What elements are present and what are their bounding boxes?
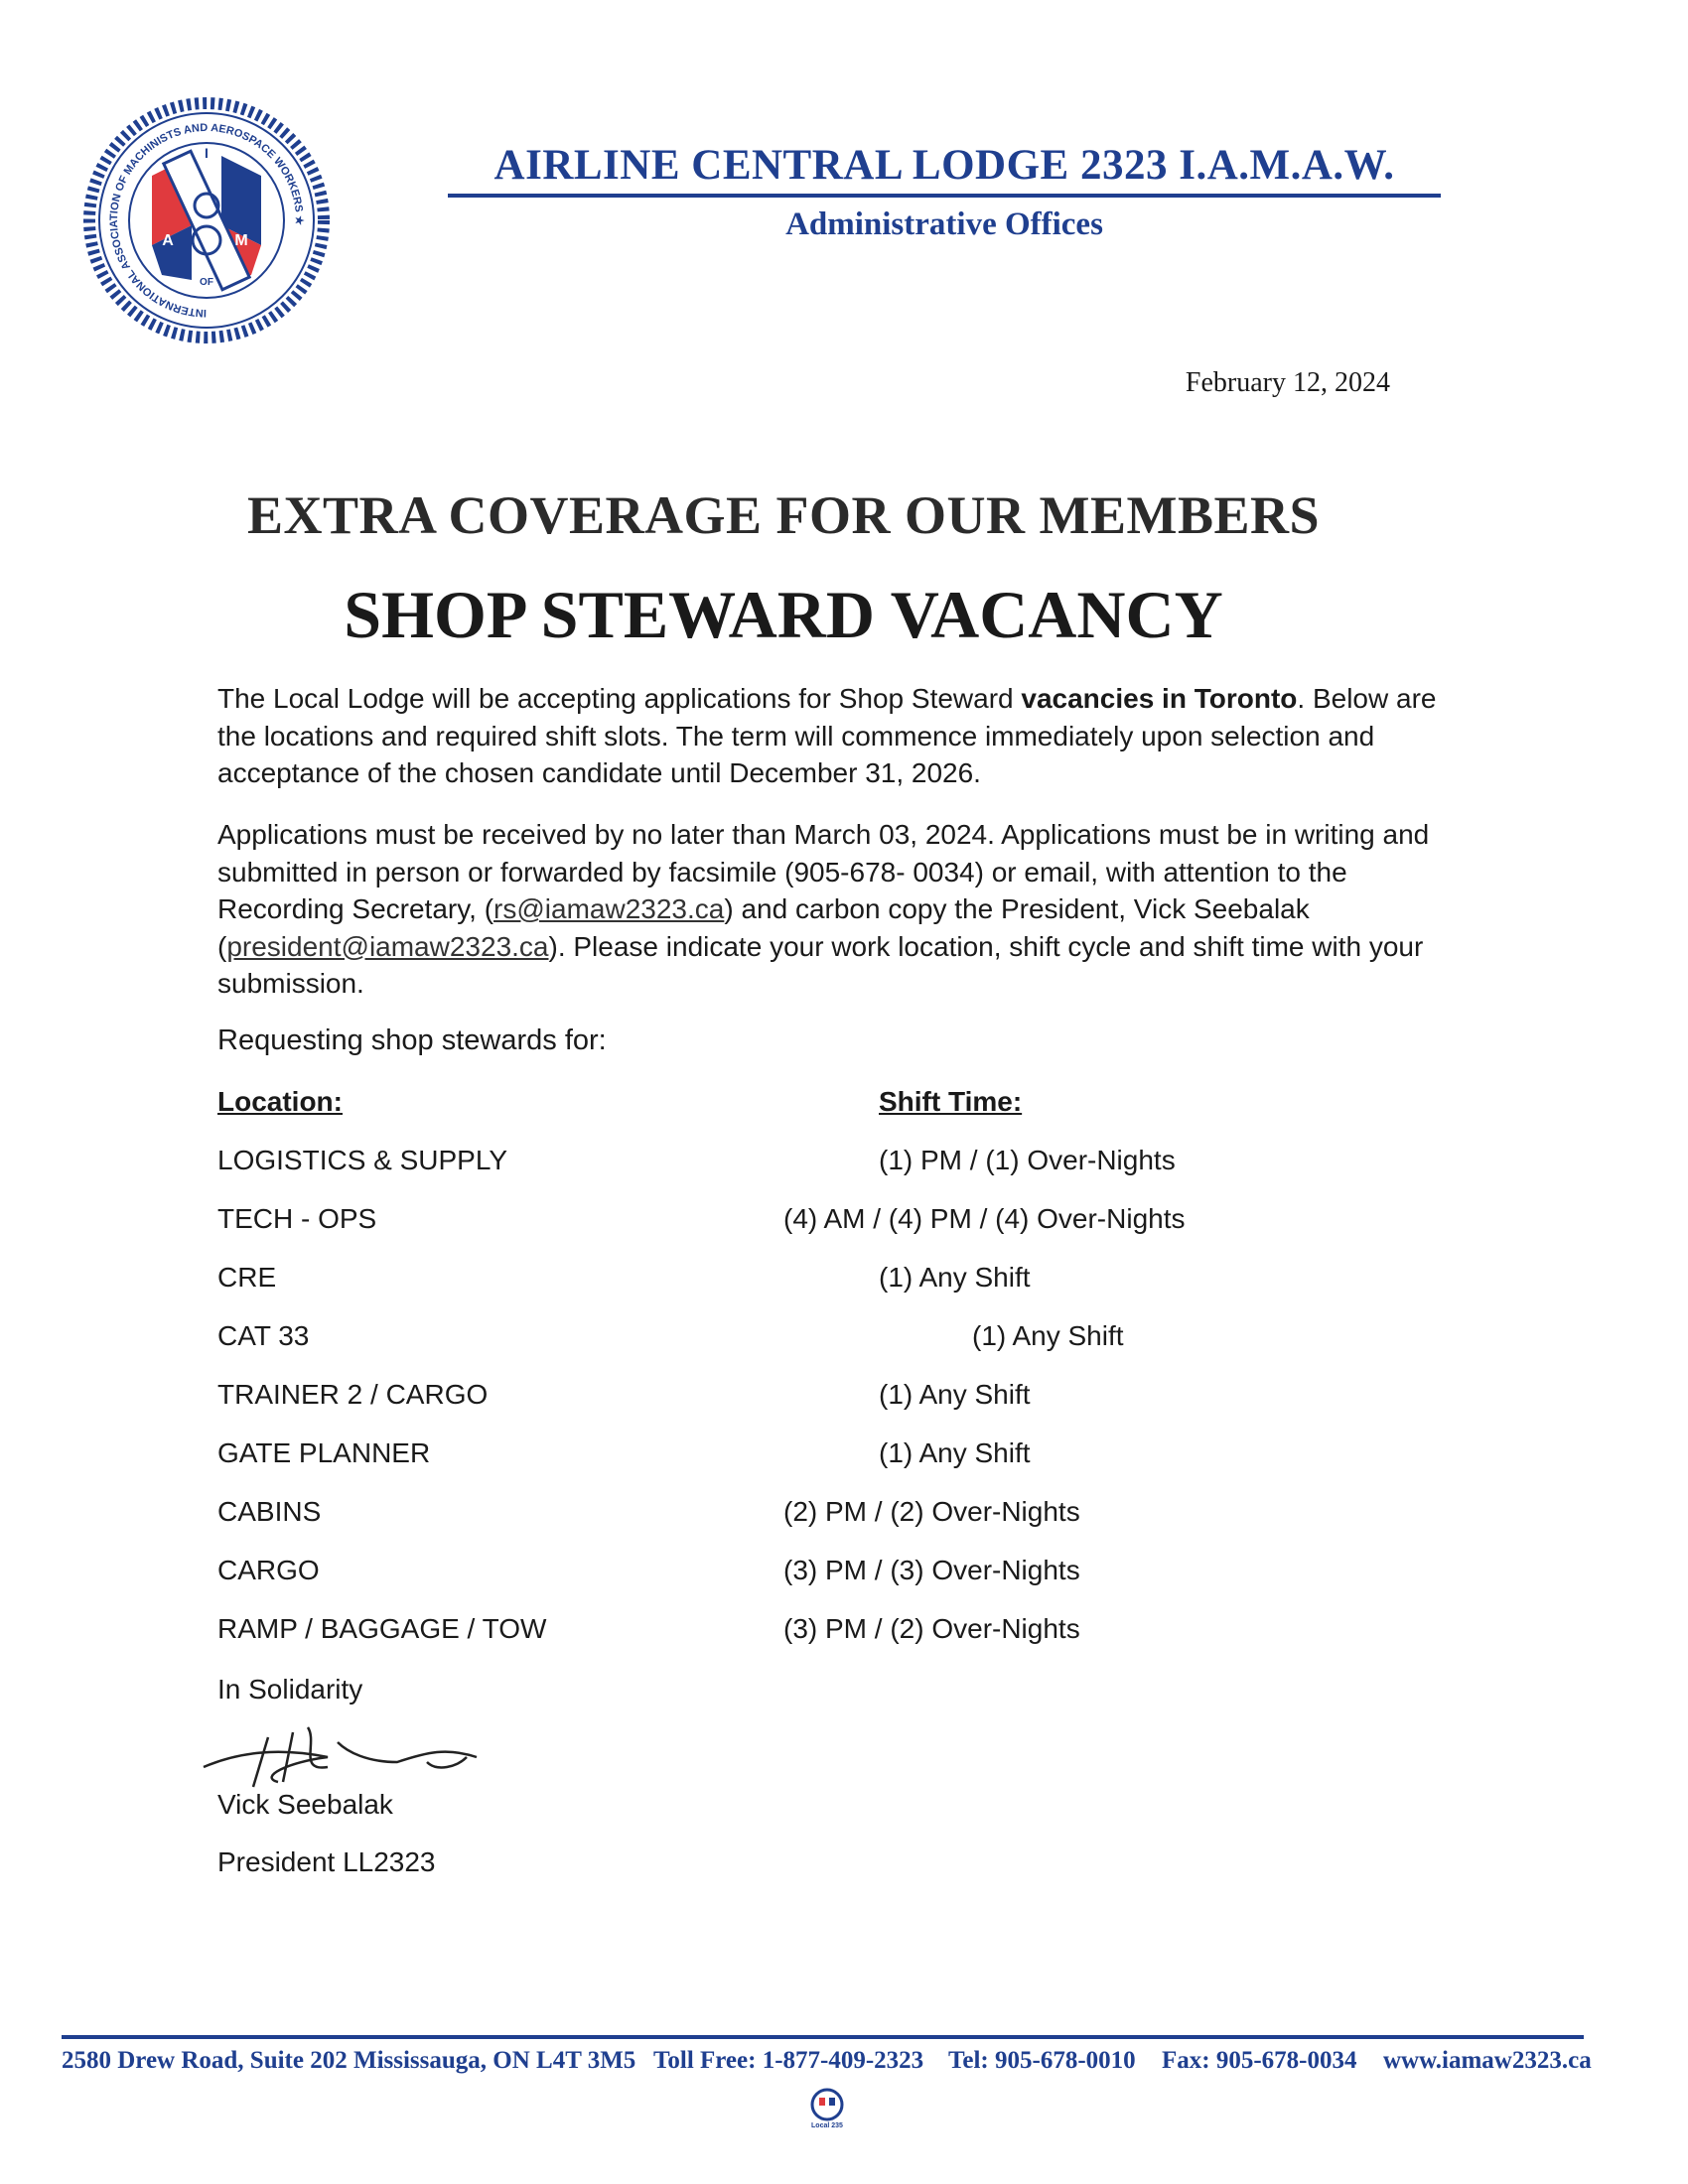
main-title: SHOP STEWARD VACANCY [344,577,1223,652]
location-cell: CARGO [217,1555,320,1585]
svg-text:A: A [162,232,174,249]
location-cell: CABINS [217,1496,322,1527]
svg-text:M: M [234,232,248,249]
location-cell: GATE PLANNER [217,1437,431,1468]
location-cell: CRE [217,1262,277,1293]
shift-cell: (3) PM / (2) Over-Nights [783,1613,1080,1644]
text: . Below are the locations and required shift slots. The term will commence immediately upon selection and acceptance of the chosen candidate until December 31, 2026. [217,683,1437,788]
signer-name: Vick Seebalak [217,1789,393,1820]
footer-tollfree: Toll Free: 1-877-409-2323 [653,2047,924,2074]
svg-text:INTERNATIONAL ASSOCIATION OF M: INTERNATIONAL ASSOCIATION OF MACHINISTS AND AEROSPACE WORKERS ★ [107,121,306,320]
shift-cell: (1) Any Shift [879,1437,1031,1468]
text: The Local Lodge will be accepting applications for Shop Steward [217,683,1022,714]
location-cell: RAMP / BAGGAGE / TOW [217,1613,547,1644]
location-cell: TRAINER 2 / CARGO [217,1379,489,1410]
footer-rule [62,2035,1584,2039]
location-cell: LOGISTICS & SUPPLY [217,1145,508,1175]
application-paragraph [217,816,1469,1003]
closing: In Solidarity [217,1674,363,1705]
shift-cell: (4) AM / (4) PM / (4) Over-Nights [783,1203,1186,1234]
shift-header: Shift Time: [879,1086,1023,1117]
shift-cell: (1) Any Shift [879,1379,1031,1410]
footer-tel: Tel: 905-678-0010 [948,2047,1136,2074]
svg-text:OF: OF [200,277,213,288]
footer-fax: Fax: 905-678-0034 [1162,2047,1357,2074]
footer-website[interactable]: www.iamaw2323.ca [1383,2047,1592,2074]
location-cell: CAT 33 [217,1320,310,1351]
signature [199,1712,487,1797]
letter-date: February 12, 2024 [1185,367,1390,398]
iamaw-logo [82,96,331,344]
requesting-label: Requesting shop stewards for: [217,1024,607,1056]
text: ) and carbon copy the President, Vick Seebalak ( [217,893,1310,962]
shift-cell: (1) Any Shift [972,1320,1124,1351]
text: ). Please indicate your work location, shift cycle and shift time with your submission. [217,930,1424,999]
email-link-rs[interactable]: rs@iamaw2323.ca [493,893,725,924]
header-rule [448,194,1441,198]
email-link-president[interactable]: president@iamaw2323.ca [226,930,549,962]
location-cell: TECH - OPS [217,1203,377,1234]
shift-cell: (1) Any Shift [879,1262,1031,1293]
text: Applications must be received by no later than March 03, 2024. Applications must be in writing and submitted in person or forwarded by facsimile (905-678- 0034) or email, with attention to the Recording Secretary, ( [217,819,1430,924]
header-title: AIRLINE CENTRAL LODGE 2323 I.A.M.A.W. [493,142,1395,189]
headline: EXTRA COVERAGE FOR OUR MEMBERS [246,485,1321,545]
shift-cell: (1) PM / (1) Over-Nights [879,1145,1176,1175]
location-header: Location: [217,1086,343,1117]
signer-title: President LL2323 [217,1846,436,1877]
footer-address: 2580 Drew Road, Suite 202 Mississauga, ON L4T 3M5 [62,2047,636,2074]
shift-cell: (3) PM / (3) Over-Nights [783,1555,1080,1585]
intro-paragraph [217,680,1469,792]
header-subtitle: Administrative Offices [785,206,1103,242]
emphasis-text: vacancies in Toronto [1021,683,1298,714]
local-logo-icon [810,2088,844,2121]
shift-cell: (2) PM / (2) Over-Nights [783,1496,1080,1527]
svg-text:I: I [205,145,209,161]
local-logo-text: Local 235 [811,2122,843,2129]
